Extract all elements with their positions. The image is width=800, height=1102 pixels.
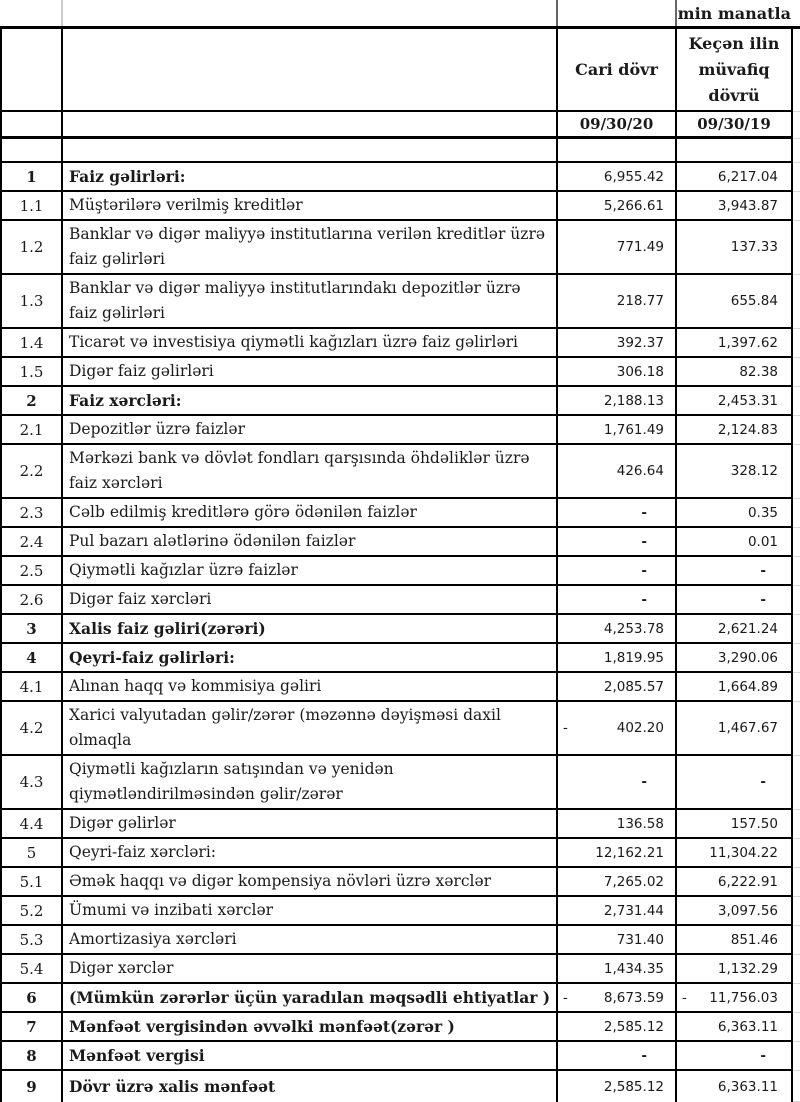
gridline-stub: [793, 673, 800, 702]
row-label: Qiymətli kağızların satışından və yenidən qiymətləndirilməsindən gəlir/zərər: [69, 760, 394, 803]
row-number: 4.3: [0, 756, 63, 810]
value-current: [558, 810, 677, 839]
value-current-text: 731.40: [616, 931, 664, 948]
value-current: [558, 756, 677, 810]
empty-desc-cell: [63, 139, 558, 163]
row-label-cell: [63, 416, 558, 445]
row-label-cell: [63, 1042, 558, 1071]
value-previous: [677, 387, 793, 416]
value-current-text: -: [641, 504, 647, 521]
row-label-cell: [63, 839, 558, 868]
row-number: 2.1: [0, 416, 63, 445]
value-current: [558, 926, 677, 955]
value-previous: [677, 868, 793, 897]
row-label: Faiz gəlirləri:: [69, 167, 186, 186]
value-previous-text: 3,943.87: [717, 197, 778, 214]
value-current-text: 4,253.78: [603, 620, 664, 637]
value-current: [558, 673, 677, 702]
row-label-cell: [63, 192, 558, 221]
gridline-stub: [793, 897, 800, 926]
value-current: [558, 1071, 677, 1102]
gridline-stub: [793, 810, 800, 839]
row-label: Amortizasiya xərcləri: [69, 930, 237, 948]
row-label-cell: [63, 926, 558, 955]
value-previous: [677, 445, 793, 499]
gridline-stub: [793, 984, 800, 1013]
row-label-cell: [63, 702, 558, 756]
value-previous-text: 11,304.22: [709, 844, 778, 861]
value-previous-text: 655.84: [730, 293, 778, 309]
value-previous-text: -: [760, 774, 766, 790]
negative-sign: -: [682, 989, 687, 1006]
row-label: Digər gəlirlər: [69, 814, 176, 832]
gridline-stub: [793, 557, 800, 586]
value-previous: [677, 586, 793, 615]
unit-row-number-cell: [0, 0, 63, 26]
value-current: [558, 557, 677, 586]
value-previous: [677, 673, 793, 702]
gridline-stub: [793, 868, 800, 897]
value-current: [558, 221, 677, 275]
row-label-cell: [63, 644, 558, 673]
value-current: [558, 1042, 677, 1071]
table-row: [0, 984, 800, 1013]
value-current-text: 392.37: [616, 334, 664, 351]
row-number: 2.6: [0, 586, 63, 615]
date-previous: 09/30/19: [677, 112, 793, 139]
value-previous-text: 6,363.11: [717, 1078, 778, 1095]
table-row: [0, 702, 800, 756]
value-previous: [677, 192, 793, 221]
gridline-stub: [793, 955, 800, 984]
value-current-text: 306.18: [616, 363, 664, 380]
value-current: [558, 897, 677, 926]
negative-sign: -: [563, 720, 568, 736]
value-previous-text: 11,756.03: [709, 989, 778, 1006]
row-label-cell: [63, 528, 558, 557]
row-label: Depozitlər üzrə faizlər: [69, 420, 245, 438]
row-label-cell: [63, 275, 558, 329]
value-current: [558, 868, 677, 897]
empty-current-cell: [558, 139, 677, 163]
table-row: [0, 387, 800, 416]
value-previous: [677, 839, 793, 868]
gridline-stub: [793, 358, 800, 387]
row-label-cell: [63, 868, 558, 897]
row-number: 1.2: [0, 221, 63, 275]
value-current-text: 2,585.12: [603, 1018, 664, 1035]
value-current: [558, 528, 677, 557]
value-current-text: 2,585.12: [603, 1078, 664, 1095]
table-row: [0, 644, 800, 673]
value-previous: [677, 702, 793, 756]
value-current-text: -: [641, 1047, 647, 1064]
row-label: Qeyri-faiz gəlirləri:: [69, 648, 235, 667]
value-previous: [677, 1071, 793, 1102]
row-number: 4.1: [0, 673, 63, 702]
gridline-stub: [793, 702, 800, 756]
table-row: [0, 839, 800, 868]
row-number: 4.2: [0, 702, 63, 756]
gridline-stub: [793, 1013, 800, 1042]
value-previous: [677, 358, 793, 387]
gridline-stub: [793, 112, 800, 139]
table-row: [0, 416, 800, 445]
value-current: [558, 358, 677, 387]
gridline-stub: [793, 644, 800, 673]
table-row: [0, 673, 800, 702]
value-previous: [677, 897, 793, 926]
value-current-text: 5,266.61: [603, 197, 664, 214]
row-number: 5.4: [0, 955, 63, 984]
gridline-stub: [793, 528, 800, 557]
empty-previous-cell: [677, 139, 793, 163]
value-previous: [677, 1042, 793, 1071]
value-current-text: 1,434.35: [603, 960, 664, 977]
row-label-cell: [63, 358, 558, 387]
row-label: Digər faiz gəlirləri: [69, 362, 214, 380]
value-current-text: 1,819.95: [603, 649, 664, 666]
value-previous: [677, 528, 793, 557]
table-row: [0, 955, 800, 984]
row-number: 2.3: [0, 499, 63, 528]
date-current: 09/30/20: [558, 112, 677, 139]
gridline-stub: [793, 839, 800, 868]
value-previous-text: 157.50: [730, 815, 778, 832]
column-header-row: [0, 29, 800, 112]
row-number: 5: [0, 839, 63, 868]
gridline-stub: [793, 29, 800, 112]
value-current-text: 402.20: [616, 720, 664, 736]
dates-number-cell: [0, 112, 63, 139]
unit-row-current-cell: [558, 0, 677, 26]
dates-row: [0, 112, 800, 139]
gridline-stub: [793, 387, 800, 416]
value-current: [558, 329, 677, 358]
table-row: [0, 586, 800, 615]
value-previous-text: 2,124.83: [717, 421, 778, 438]
value-current: [558, 955, 677, 984]
table-row: [0, 557, 800, 586]
row-number: 2.4: [0, 528, 63, 557]
value-current: [558, 163, 677, 192]
value-current: [558, 644, 677, 673]
value-current-text: 1,761.49: [603, 421, 664, 438]
row-label-cell: [63, 673, 558, 702]
value-previous-text: 6,363.11: [717, 1018, 778, 1035]
table-row: [0, 499, 800, 528]
value-current-text: -: [641, 591, 647, 608]
gridline-stub: [793, 1042, 800, 1071]
row-number: 2.2: [0, 445, 63, 499]
value-previous-text: -: [760, 591, 766, 608]
value-previous-text: 1,664.89: [717, 678, 778, 695]
value-previous: [677, 984, 793, 1013]
value-current-text: 12,162.21: [595, 844, 664, 861]
value-previous-text: 6,222.91: [717, 873, 778, 890]
row-label: Banklar və digər maliyyə institutlarındakı depozitlər üzrə faiz gəlirləri: [69, 279, 521, 322]
unit-row-desc-cell: [63, 0, 558, 26]
value-previous-text: 6,217.04: [717, 168, 778, 185]
table-row: [0, 756, 800, 810]
unit-note-row: [0, 0, 800, 26]
value-previous: [677, 955, 793, 984]
value-current: [558, 416, 677, 445]
row-label: Ümumi və inzibati xərclər: [69, 901, 274, 919]
value-previous: [677, 557, 793, 586]
value-current: [558, 615, 677, 644]
negative-sign: -: [563, 989, 568, 1006]
value-previous-text: 1,467.67: [717, 720, 778, 736]
value-previous: [677, 221, 793, 275]
table-row: [0, 926, 800, 955]
value-current-text: 2,188.13: [603, 392, 664, 409]
table-row: [0, 897, 800, 926]
row-label-cell: [63, 810, 558, 839]
table-row: [0, 615, 800, 644]
value-previous: [677, 499, 793, 528]
value-previous-text: 0.01: [747, 533, 778, 550]
value-previous-text: 1,397.62: [717, 334, 778, 351]
table-row: [0, 528, 800, 557]
value-current-text: 218.77: [616, 293, 664, 309]
value-current: [558, 387, 677, 416]
gridline-stub: [793, 756, 800, 810]
value-current: [558, 586, 677, 615]
row-label: Əmək haqqı və digər kompensiya növləri üzrə xərclər: [69, 872, 492, 890]
value-previous-text: 1,132.29: [717, 960, 778, 977]
row-label: Dövr üzrə xalis mənfəət: [69, 1077, 276, 1096]
row-number: 1.4: [0, 329, 63, 358]
value-previous-text: 137.33: [730, 239, 778, 255]
value-previous-text: -: [760, 1047, 766, 1064]
empty-row: [0, 139, 800, 163]
row-label: Pul bazarı alətlərinə ödənilən faizlər: [69, 532, 356, 550]
gridline-stub: [793, 1071, 800, 1102]
gridline-stub: [793, 615, 800, 644]
row-number: 6: [0, 984, 63, 1013]
value-current-text: 771.49: [616, 239, 664, 255]
table-row: [0, 358, 800, 387]
row-label: (Mümkün zərərlər üçün yaradılan məqsədli ehtiyatlar ): [69, 988, 551, 1007]
value-previous: [677, 163, 793, 192]
value-current-text: -: [641, 562, 647, 579]
value-current-text: 426.64: [616, 463, 664, 479]
row-number: 1.3: [0, 275, 63, 329]
row-label-cell: [63, 387, 558, 416]
value-current-text: 2,085.57: [603, 678, 664, 695]
gridline-stub: [793, 329, 800, 358]
value-current: [558, 702, 677, 756]
gridline-stub: [793, 163, 800, 192]
row-number: 1.1: [0, 192, 63, 221]
row-number: 4.4: [0, 810, 63, 839]
gridline-stub: [793, 275, 800, 329]
row-label: Xarici valyutadan gəlir/zərər (məzənnə dəyişməsi daxil olmaqla: [69, 706, 501, 749]
table-row: [0, 221, 800, 275]
value-previous-text: 851.46: [730, 931, 778, 948]
table-row: [0, 163, 800, 192]
value-previous: [677, 615, 793, 644]
value-previous-text: 82.38: [739, 363, 778, 380]
value-previous: [677, 416, 793, 445]
value-previous: [677, 329, 793, 358]
table-row: [0, 1013, 800, 1042]
row-label-cell: [63, 955, 558, 984]
row-label-cell: [63, 221, 558, 275]
column-header-current: Cari dövr: [558, 29, 677, 112]
value-previous: [677, 275, 793, 329]
value-current-text: 6,955.42: [603, 168, 664, 185]
row-number: 2.5: [0, 557, 63, 586]
value-current: [558, 275, 677, 329]
value-previous: [677, 926, 793, 955]
value-previous-text: 2,621.24: [717, 620, 778, 637]
gridline-stub: [793, 192, 800, 221]
value-previous-text: 3,290.06: [717, 649, 778, 666]
row-label: Digər faiz xərcləri: [69, 590, 212, 608]
row-number: 3: [0, 615, 63, 644]
row-label-cell: [63, 586, 558, 615]
value-current: [558, 445, 677, 499]
row-number: 9: [0, 1071, 63, 1102]
value-current: [558, 1013, 677, 1042]
value-current-text: 2,731.44: [603, 902, 664, 919]
row-number: 1: [0, 163, 63, 192]
value-previous-text: -: [760, 562, 766, 579]
value-current-text: -: [641, 533, 647, 550]
table-row: [0, 1071, 800, 1102]
table-row: [0, 1042, 800, 1071]
value-previous: [677, 810, 793, 839]
row-label: Qiymətli kağızlar üzrə faizlər: [69, 561, 298, 579]
row-number: 4: [0, 644, 63, 673]
value-previous-text: 0.35: [747, 504, 778, 521]
row-label: Ticarət və investisiya qiymətli kağızları üzrə faiz gəlirləri: [69, 333, 519, 351]
row-number: 7: [0, 1013, 63, 1042]
row-number: 8: [0, 1042, 63, 1071]
unit-note: min manatla: [677, 3, 791, 23]
row-label: Digər xərclər: [69, 959, 174, 977]
row-label: Müştərilərə verilmiş kreditlər: [69, 196, 303, 214]
table-row: [0, 275, 800, 329]
table-row: [0, 192, 800, 221]
header-number-cell: [0, 29, 63, 112]
row-number: 5.3: [0, 926, 63, 955]
gridline-stub: [793, 926, 800, 955]
value-previous-text: 2,453.31: [717, 392, 778, 409]
gridline-stub: [793, 499, 800, 528]
table-row: [0, 445, 800, 499]
value-previous: [677, 756, 793, 810]
row-label-cell: [63, 897, 558, 926]
table-row: [0, 810, 800, 839]
dates-desc-cell: [63, 112, 558, 139]
row-label-cell: [63, 499, 558, 528]
value-previous-text: 3,097.56: [717, 902, 778, 919]
table-row: [0, 868, 800, 897]
value-current-text: -: [641, 774, 647, 790]
value-current-text: 8,673.59: [603, 989, 664, 1006]
row-label-cell: [63, 615, 558, 644]
row-label: Mənfəət vergisindən əvvəlki mənfəət(zərər ): [69, 1017, 455, 1036]
gridline-stub: [793, 0, 800, 26]
row-number: 2: [0, 387, 63, 416]
row-label: Mərkəzi bank və dövlət fondları qarşısında öhdəliklər üzrə faiz xərcləri: [69, 449, 530, 492]
row-label-cell: [63, 1071, 558, 1102]
gridline-stub: [793, 586, 800, 615]
value-current: [558, 984, 677, 1013]
row-label-cell: [63, 557, 558, 586]
row-label: Cəlb edilmiş kreditlərə görə ödənilən faizlər: [69, 503, 417, 521]
row-label-cell: [63, 163, 558, 192]
gridline-stub: [793, 139, 800, 163]
row-label: Mənfəət vergisi: [69, 1046, 205, 1065]
gridline-stub: [793, 416, 800, 445]
column-header-previous: Keçən ilin müvafiq dövrü: [677, 29, 793, 112]
row-label-cell: [63, 984, 558, 1013]
empty-number-cell: [0, 139, 63, 163]
gridline-stub: [793, 221, 800, 275]
value-previous: [677, 644, 793, 673]
row-label: Xalis faiz gəliri(zərəri): [69, 619, 266, 638]
gridline-stub: [793, 445, 800, 499]
row-label-cell: [63, 329, 558, 358]
value-previous-text: 328.12: [730, 463, 778, 479]
row-label-cell: [63, 1013, 558, 1042]
table-body: [0, 163, 800, 1102]
value-current: [558, 192, 677, 221]
row-label: Faiz xərcləri:: [69, 391, 182, 410]
table-row: [0, 329, 800, 358]
row-label: Banklar və digər maliyyə institutlarına verilən kreditlər üzrə faiz gəlirləri: [69, 225, 546, 268]
value-previous: [677, 1013, 793, 1042]
row-label: Qeyri-faiz xərcləri:: [69, 843, 216, 861]
row-label-cell: [63, 445, 558, 499]
value-current: [558, 499, 677, 528]
value-current: [558, 839, 677, 868]
value-current-text: 136.58: [616, 815, 664, 832]
row-label: Alınan haqq və kommisiya gəliri: [69, 677, 322, 695]
row-number: 1.5: [0, 358, 63, 387]
row-number: 5.1: [0, 868, 63, 897]
value-current-text: 7,265.02: [603, 873, 664, 890]
row-number: 5.2: [0, 897, 63, 926]
header-desc-cell: [63, 29, 558, 112]
row-label-cell: [63, 756, 558, 810]
